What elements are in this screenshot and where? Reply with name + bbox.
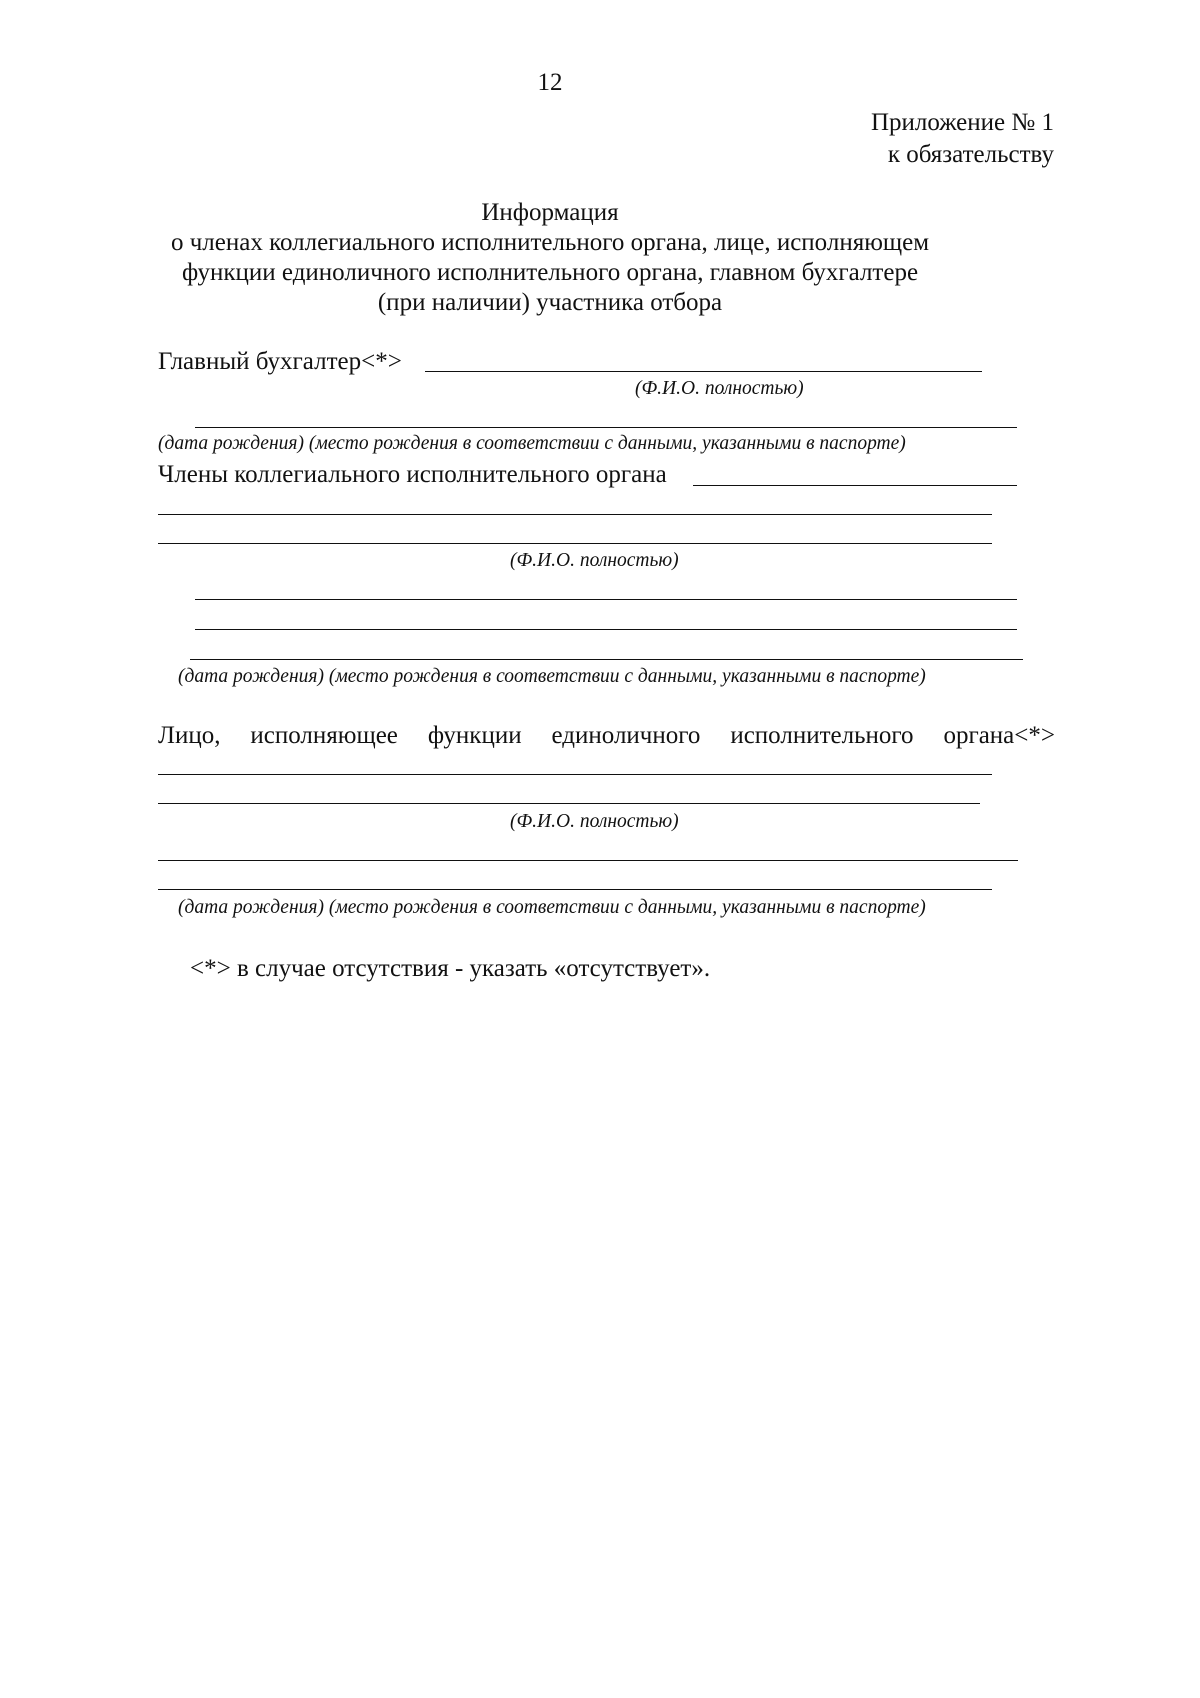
board-members-field-inline[interactable] [693, 485, 1017, 486]
board-members-label: Члены коллегиального исполнительного органа [158, 461, 667, 488]
board-members-fio-field-1[interactable] [158, 514, 992, 515]
sole-executive-label-word: Лицо, [158, 722, 221, 749]
board-members-fio-caption: (Ф.И.О. полностью) [510, 550, 679, 571]
title-line-2: функции единоличного исполнительного органа, главном бухгалтере [181, 259, 919, 286]
board-members-birth-field-3[interactable] [190, 659, 1023, 660]
chief-accountant-label: Главный бухгалтер<*> [158, 348, 402, 375]
sole-executive-label-word: единоличного [551, 722, 701, 749]
board-members-birth-caption: (дата рождения) (место рождения в соответствии с данными, указанными в паспорте) [178, 666, 926, 687]
sole-executive-birth-caption: (дата рождения) (место рождения в соответствии с данными, указанными в паспорте) [178, 897, 926, 918]
document-heading: Информация [481, 199, 619, 226]
title-line-3: (при наличии) участника отбора [377, 289, 723, 316]
sole-executive-label-word: органа<*> [943, 722, 1055, 749]
appendix-reference: к обязательству [887, 141, 1054, 168]
chief-accountant-birth-field[interactable] [195, 427, 1017, 428]
sole-executive-label-word: исполнительного [730, 722, 914, 749]
board-members-birth-field-1[interactable] [195, 599, 1017, 600]
sole-executive-birth-field-1[interactable] [158, 860, 1018, 861]
sole-executive-fio-caption: (Ф.И.О. полностью) [510, 811, 679, 832]
chief-accountant-birth-caption: (дата рождения) (место рождения в соответствии с данными, указанными в паспорте) [158, 433, 906, 454]
chief-accountant-fio-field[interactable] [425, 371, 982, 372]
sole-executive-fio-field-2[interactable] [158, 803, 980, 804]
appendix-number: Приложение № 1 [870, 109, 1054, 136]
sole-executive-fio-field-1[interactable] [158, 774, 992, 775]
footnote: <*> в случае отсутствия - указать «отсутствует». [190, 955, 711, 982]
board-members-birth-field-2[interactable] [195, 629, 1017, 630]
sole-executive-label-word: функции [427, 722, 522, 749]
sole-executive-birth-field-2[interactable] [158, 889, 992, 890]
sole-executive-label-word: исполняющее [250, 722, 398, 749]
title-line-1: о членах коллегиального исполнительного органа, лице, исполняющем [170, 229, 930, 256]
page-number: 12 [537, 69, 563, 96]
board-members-fio-field-2[interactable] [158, 543, 992, 544]
chief-accountant-fio-caption: (Ф.И.О. полностью) [635, 378, 804, 399]
sole-executive-label [158, 723, 1055, 748]
